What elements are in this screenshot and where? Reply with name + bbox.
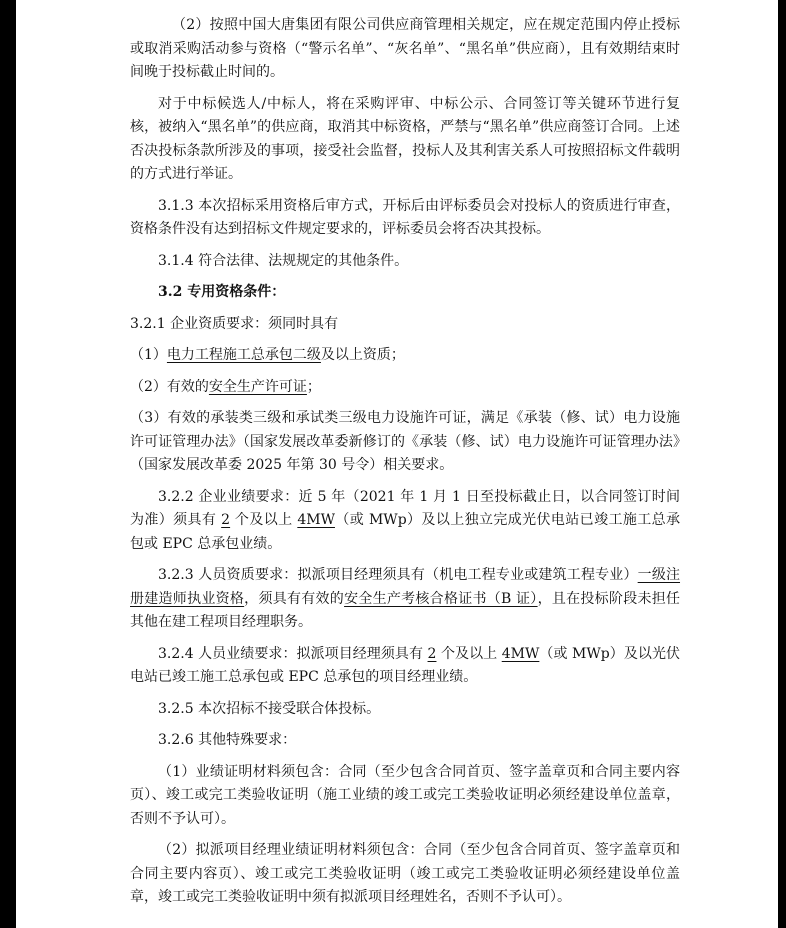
- text-part: （或 MWp）及以光伏电站已竣工施工总承包或 EPC 总承包的项目经理业绩。: [130, 645, 681, 685]
- text-part: 3.2.2 企业业绩要求：近 5 年（2021 年 1 月 1 日至投标截止日，以合同签订时间为准）须具有: [130, 488, 680, 528]
- text-part: ，须具有有效的: [244, 590, 345, 607]
- paragraph-special-1: （1）业绩证明材料须包含：合同（至少包含合同首页、签字盖章页和合同主要内容页）、竣工或完工类验收证明（施工业绩的竣工或完工类验收证明必须经建设单位盖章，否则不予认可）。: [130, 763, 680, 827]
- text-part: ，且在投标阶段未担任其他在建工程项目经理职务。: [130, 590, 681, 630]
- text-part: （或 MWp）及以上独立完成光伏电站已竣工施工总承包或 EPC 总承包业绩。: [130, 512, 681, 552]
- underlined-text: 4MW: [297, 512, 335, 528]
- paragraph-special-2: （2）拟派项目经理业绩证明材料须包含：合同（至少包含合同首页、签字盖章页和合同主要内容页）、竣工或完工类验收证明（竣工或完工类验收证明必须经建设单位盖章，竣工或完工类验收证明中须有拟派项目经理姓名，否则不予认可）。: [130, 842, 680, 905]
- paragraph-3-2-1: 3.2.1 企业资质要求：须同时具有: [130, 315, 339, 332]
- heading-3-2: 3.2 专用资格条件：: [158, 284, 286, 300]
- underlined-text: 2: [427, 645, 437, 662]
- underlined-text: 安全生产许可证: [208, 378, 307, 395]
- text-part: 个及以上: [230, 512, 298, 528]
- text-suffix: ；: [306, 378, 321, 395]
- paragraph-3-2-3: [130, 564, 680, 635]
- paragraph-blacklist-rule: （2）按照中国大唐集团有限公司供应商管理相关规定，应在规定范围内停止授标或取消采购活动参与资格（“警示名单”、“灰名单”、“黑名单”供应商），且有效期结束时间晚于投标截止时间的。: [130, 17, 680, 80]
- document-page: [16, 0, 778, 928]
- paragraph-qualification-1: [130, 344, 680, 368]
- paragraph-3-2-4: [130, 643, 680, 690]
- document-body: [130, 14, 680, 918]
- underlined-text: 安全生产考核合格证书（B 证）: [344, 590, 538, 607]
- text-part: 个及以上: [436, 645, 502, 662]
- paragraph-3-1-4: 3.1.4 符合法律、法规规定的其他条件。: [158, 252, 409, 269]
- paragraph-qualification-3: （3）有效的承装类三级和承试类三级电力设施许可证，满足《承装（修、试）电力设施许可证管理办法》（国家发展改革委新修订的《承装（修、试）电力设施许可证管理办法》（国家发展改革委 2025 年第 30 号令）相关要求。: [130, 410, 680, 473]
- paragraph-3-2-5: 3.2.5 本次招标不接受联合体投标。: [158, 700, 381, 717]
- text-part: 3.2.4 人员业绩要求：拟派项目经理须具有: [158, 645, 428, 662]
- underlined-text: 电力工程施工总承包二级: [166, 347, 321, 363]
- paragraph-3-1-3: 3.1.3 本次招标采用资格后审方式，开标后由评标委员会对投标人的资质进行审查，资格条件没有达到招标文件规定要求的，评标委员会将否决其投标。: [130, 197, 680, 237]
- paragraph-review-rule: 对于中标候选人/中标人，将在采购评审、中标公示、合同签订等关键环节进行复核，被纳入“黑名单”的供应商，取消其中标资格，严禁与“黑名单”供应商签订合同。上述否决投标条款所涉及的事项，接受社会监督，投标人及其利害关系人可按照招标文件载明的方式进行举证。: [130, 95, 680, 182]
- text-prefix: （1）: [130, 347, 167, 363]
- text-prefix: （2）有效的: [130, 378, 209, 395]
- paragraph-qualification-2: [130, 376, 680, 400]
- underlined-text: 2: [221, 512, 231, 528]
- underlined-text: 4MW: [501, 645, 540, 662]
- underlined-text: 一级注册建造师执业资格: [130, 567, 681, 607]
- paragraph-3-2-2: [130, 486, 680, 557]
- paragraph-3-2-6: 3.2.6 其他特殊要求：: [158, 732, 297, 748]
- text-suffix: 及以上资质；: [320, 347, 405, 363]
- text-part: 3.2.3 人员资质要求：拟派项目经理须具有（机电工程专业或建筑工程专业）: [158, 567, 638, 583]
